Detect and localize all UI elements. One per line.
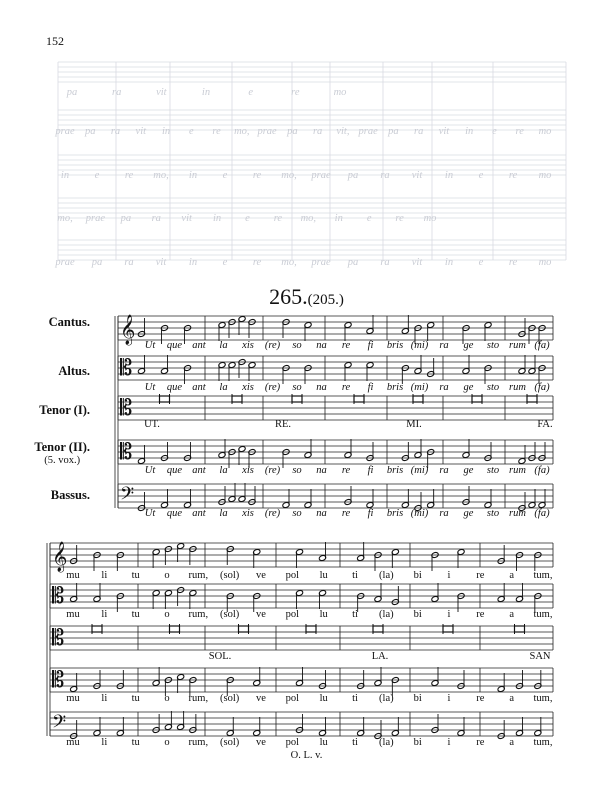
lyric-syllable: ve bbox=[256, 609, 266, 620]
ghost-syllable: mo, bbox=[234, 126, 250, 137]
lyric-syllable: ti bbox=[352, 737, 358, 748]
lyric-syllable: fi bbox=[367, 508, 374, 519]
lyric-syllable: bris bbox=[386, 340, 404, 351]
ghost-syllable: mo, bbox=[281, 257, 297, 268]
lyric-syllable: i bbox=[447, 693, 451, 704]
ghost-syllable: pa bbox=[85, 126, 96, 137]
lyric-syllable: (mi) bbox=[410, 340, 429, 351]
ghost-syllable: ra bbox=[111, 87, 122, 98]
s1-tenor1-breve bbox=[527, 396, 537, 402]
lyric-syllable: (sol) bbox=[220, 737, 240, 748]
c-clef-icon: 𝄡 bbox=[52, 625, 65, 650]
treble-clef-icon: 𝄞 bbox=[120, 315, 136, 344]
ghost-syllable: prae bbox=[55, 126, 75, 137]
lyric-syllable: li bbox=[101, 693, 108, 704]
ghost-syllable: ra bbox=[124, 257, 134, 268]
lyric-syllable: xis bbox=[242, 340, 254, 351]
lyric-syllable: li bbox=[101, 570, 108, 581]
lyric-syllable: sto bbox=[486, 340, 500, 351]
lyric-syllable: (la) bbox=[379, 737, 394, 748]
ghost-syllable: mo, bbox=[300, 213, 317, 224]
ghost-syllable: in bbox=[201, 87, 211, 98]
ghost-syllable: vit bbox=[135, 126, 147, 137]
lyric-syllable: na bbox=[316, 340, 327, 351]
ghost-syllable: e bbox=[222, 257, 228, 268]
ghost-syllable: prae bbox=[311, 170, 331, 181]
ghost-syllable: mo, bbox=[153, 170, 169, 181]
voice-name: Tenor (II). bbox=[34, 440, 90, 454]
lyric-syllable: sto bbox=[486, 382, 500, 393]
ghost-syllable: e bbox=[478, 257, 484, 268]
lyric-syllable: Ut bbox=[144, 508, 156, 519]
treble-clef-icon: 𝄞 bbox=[52, 542, 68, 571]
lyric-syllable: xis bbox=[242, 465, 254, 476]
ghost-syllable: vit bbox=[411, 257, 423, 268]
ghost-syllable: mo bbox=[538, 257, 552, 268]
voice-note: (5. vox.) bbox=[44, 455, 81, 466]
lyric-syllable: tum, bbox=[533, 693, 553, 704]
lyric-syllable: la bbox=[219, 465, 228, 476]
ghost-syllable: in bbox=[334, 213, 343, 224]
lyric-syllable: na bbox=[316, 508, 327, 519]
lyric-syllable: o bbox=[164, 609, 170, 620]
lyric-syllable: RE. bbox=[274, 419, 292, 430]
lyric-syllable: ti bbox=[352, 609, 358, 620]
ghost-syllable: mo bbox=[423, 213, 437, 224]
lyric-syllable: bi bbox=[413, 609, 422, 620]
lyric-syllable: bris bbox=[386, 465, 404, 476]
ghost-syllable: vit bbox=[181, 213, 192, 224]
lyric-syllable: a bbox=[509, 737, 514, 748]
lyric-syllable: LA. bbox=[371, 651, 389, 662]
lyric-syllable: ant bbox=[192, 340, 206, 351]
lyric-syllable: ra bbox=[439, 382, 449, 393]
ghost-syllable: mo bbox=[333, 87, 347, 98]
lyric-syllable: mu bbox=[66, 570, 80, 581]
ghost-syllable: re bbox=[124, 170, 134, 181]
lyric-syllable: ra bbox=[439, 340, 449, 351]
ghost-syllable: prae bbox=[311, 257, 331, 268]
ghost-syllable: in bbox=[161, 126, 171, 137]
ghost-syllable: re bbox=[291, 87, 300, 98]
ghost-syllable: re bbox=[508, 170, 518, 181]
lyric-syllable: tu bbox=[131, 737, 140, 748]
lyric-syllable: sto bbox=[486, 465, 500, 476]
lyric-syllable: li bbox=[101, 609, 108, 620]
lyric-syllable: bi bbox=[413, 737, 422, 748]
lyric-syllable: rum, bbox=[188, 570, 209, 581]
lyric-syllable: ti bbox=[352, 570, 358, 581]
ghost-syllable: in bbox=[60, 170, 70, 181]
lyric-syllable: ge bbox=[463, 382, 474, 393]
ghost-syllable: e bbox=[248, 87, 253, 98]
lyric-syllable: re bbox=[341, 508, 351, 519]
lyric-syllable: ge bbox=[463, 508, 474, 519]
ghost-syllable: vit bbox=[411, 170, 423, 181]
lyric-syllable: re bbox=[476, 570, 485, 581]
lyric-syllable: la bbox=[219, 382, 228, 393]
ghost-syllable: re bbox=[273, 213, 283, 224]
lyric-syllable: (fa) bbox=[534, 340, 550, 351]
ghost-syllable: prae bbox=[85, 213, 106, 224]
lyric-syllable: ti bbox=[352, 693, 358, 704]
c-clef-icon: 𝄡 bbox=[52, 667, 65, 692]
s2-tenor1-breve bbox=[306, 626, 316, 632]
lyric-syllable: so bbox=[292, 340, 302, 351]
lyric-syllable: lu bbox=[319, 609, 328, 620]
lyric-syllable: SOL. bbox=[208, 651, 232, 662]
ghost-syllable: ra bbox=[380, 257, 390, 268]
ghost-syllable: pa bbox=[91, 257, 103, 268]
s2-tenor1-breve bbox=[443, 626, 453, 632]
lyric-syllable: (re) bbox=[264, 382, 281, 393]
lyric-syllable: (mi) bbox=[410, 508, 429, 519]
s2-tenor1-breve bbox=[92, 626, 102, 632]
lyric-syllable: tum, bbox=[533, 737, 553, 748]
lyric-syllable: mu bbox=[66, 693, 80, 704]
lyric-syllable: (sol) bbox=[220, 609, 240, 620]
ghost-syllable: e bbox=[222, 170, 228, 181]
lyric-syllable: xis bbox=[242, 508, 254, 519]
lyric-syllable: bris bbox=[386, 508, 404, 519]
ghost-syllable: re bbox=[252, 257, 262, 268]
ghost-syllable: prae bbox=[55, 257, 75, 268]
ghost-syllable: vit, bbox=[336, 126, 350, 137]
piece-alt-number: (205.) bbox=[307, 292, 344, 308]
ghost-syllable: e bbox=[188, 126, 194, 137]
lyric-syllable: li bbox=[101, 737, 108, 748]
lyric-syllable: que bbox=[166, 465, 183, 476]
s2-tenor1-breve bbox=[515, 626, 525, 632]
lyric-syllable: a bbox=[509, 609, 514, 620]
lyric-syllable: que bbox=[166, 340, 183, 351]
lyric-syllable: i bbox=[447, 737, 451, 748]
lyric-syllable: so bbox=[292, 508, 302, 519]
voice-label-tenor-1: Tenor (I). bbox=[39, 403, 90, 417]
s1-tenor1-breve bbox=[160, 396, 170, 402]
lyric-syllable: (mi) bbox=[410, 382, 429, 393]
voice-label-bassus: Bassus. bbox=[50, 488, 90, 502]
bass-clef-icon: 𝄢 bbox=[120, 483, 135, 508]
ghost-syllable: vit bbox=[156, 87, 167, 98]
lyric-syllable: rum bbox=[509, 382, 526, 393]
ghost-syllable: ra bbox=[151, 213, 161, 224]
lyric-syllable: i bbox=[447, 609, 451, 620]
ghost-syllable: prae bbox=[358, 126, 378, 137]
ghost-syllable: vit bbox=[438, 126, 450, 137]
lyric-syllable: tu bbox=[131, 570, 140, 581]
lyric-syllable: Ut bbox=[144, 465, 156, 476]
voice-label-cantus: Cantus. bbox=[48, 315, 90, 329]
lyric-syllable: pol bbox=[285, 737, 300, 748]
ghost-syllable: in bbox=[188, 257, 198, 268]
lyric-syllable: xis bbox=[242, 382, 254, 393]
ghost-syllable: pa bbox=[66, 87, 78, 98]
ghost-syllable: e bbox=[94, 170, 100, 181]
lyric-syllable: SAN bbox=[529, 651, 551, 662]
s2-tenor1-breve bbox=[170, 626, 180, 632]
lyric-syllable: ant bbox=[192, 382, 206, 393]
lyric-syllable: re bbox=[341, 382, 351, 393]
lyric-syllable: tu bbox=[131, 609, 140, 620]
lyric-syllable: bi bbox=[413, 570, 422, 581]
lyric-syllable: (re) bbox=[264, 508, 281, 519]
ghost-syllable: re bbox=[252, 170, 262, 181]
ghost-syllable: in bbox=[444, 257, 454, 268]
lyric-syllable: Ut bbox=[144, 340, 156, 351]
c-clef-icon: 𝄡 bbox=[120, 355, 133, 380]
c-clef-icon: 𝄡 bbox=[120, 395, 133, 420]
lyric-syllable: ra bbox=[439, 465, 449, 476]
lyric-syllable: (mi) bbox=[410, 465, 429, 476]
s1-tenor1-breve bbox=[354, 396, 364, 402]
lyric-syllable: (fa) bbox=[534, 508, 550, 519]
lyric-syllable: re bbox=[341, 465, 351, 476]
lyric-syllable: o bbox=[164, 570, 170, 581]
lyric-syllable: (sol) bbox=[220, 570, 240, 581]
lyric-syllable: o bbox=[164, 737, 170, 748]
lyric-syllable: so bbox=[292, 382, 302, 393]
c-clef-icon: 𝄡 bbox=[120, 439, 133, 464]
lyric-syllable: UT. bbox=[144, 419, 160, 430]
lyric-syllable: tum, bbox=[533, 609, 553, 620]
lyric-syllable: tum, bbox=[533, 570, 553, 581]
bass-clef-icon: 𝄢 bbox=[52, 711, 67, 736]
lyric-syllable: re bbox=[476, 737, 485, 748]
lyric-syllable: (la) bbox=[379, 693, 394, 704]
lyric-syllable: la bbox=[219, 340, 228, 351]
lyric-syllable: rum bbox=[509, 508, 526, 519]
ghost-syllable: re bbox=[515, 126, 524, 137]
ghost-syllable: e bbox=[366, 213, 372, 224]
ghost-syllable: ra bbox=[414, 126, 424, 137]
ghost-syllable: in bbox=[465, 126, 474, 137]
lyric-syllable: bi bbox=[413, 693, 422, 704]
ghost-syllable: ra bbox=[110, 126, 121, 137]
lyric-syllable: la bbox=[219, 508, 228, 519]
footer-signature: O. L. v. bbox=[290, 750, 323, 761]
lyric-syllable: a bbox=[509, 693, 514, 704]
ghost-syllable: ra bbox=[380, 170, 390, 181]
lyric-syllable: rum, bbox=[188, 693, 209, 704]
lyric-syllable: lu bbox=[319, 693, 328, 704]
lyric-syllable: Ut bbox=[144, 382, 156, 393]
lyric-syllable: que bbox=[166, 508, 183, 519]
ghost-syllable: in bbox=[188, 170, 198, 181]
lyric-syllable: ve bbox=[256, 570, 266, 581]
lyric-syllable: FA. bbox=[537, 419, 553, 430]
lyric-syllable: (la) bbox=[379, 570, 394, 581]
lyric-syllable: ant bbox=[192, 465, 206, 476]
lyric-syllable: que bbox=[166, 382, 183, 393]
ghost-syllable: prae bbox=[257, 126, 277, 137]
s1-tenor1-breve bbox=[292, 396, 302, 402]
c-clef-icon: 𝄡 bbox=[52, 583, 65, 608]
lyric-syllable: rum bbox=[509, 340, 526, 351]
lyric-syllable: (re) bbox=[264, 340, 281, 351]
lyric-syllable: sto bbox=[486, 508, 500, 519]
lyric-syllable: (re) bbox=[264, 465, 281, 476]
lyric-syllable: ve bbox=[256, 737, 266, 748]
s2-tenor1-breve bbox=[239, 626, 249, 632]
lyric-syllable: mu bbox=[66, 737, 80, 748]
ghost-syllable: mo, bbox=[281, 170, 297, 181]
ghost-syllable: re bbox=[395, 213, 404, 224]
lyric-syllable: so bbox=[292, 465, 302, 476]
lyric-syllable: pol bbox=[285, 570, 300, 581]
ghost-syllable: e bbox=[492, 126, 497, 137]
ghost-syllable: mo bbox=[538, 170, 552, 181]
s1-tenor1-breve bbox=[232, 396, 242, 402]
lyric-syllable: rum, bbox=[188, 609, 209, 620]
lyric-syllable: ve bbox=[256, 693, 266, 704]
ghost-syllable: pa bbox=[120, 213, 132, 224]
lyric-syllable: tu bbox=[131, 693, 140, 704]
lyric-syllable: i bbox=[447, 570, 451, 581]
ghost-syllable: pa bbox=[347, 257, 359, 268]
lyric-syllable: MI. bbox=[406, 419, 422, 430]
lyric-syllable: fi bbox=[367, 382, 374, 393]
lyric-syllable: re bbox=[476, 693, 485, 704]
ghost-syllable: re bbox=[212, 126, 221, 137]
lyric-syllable: na bbox=[316, 382, 327, 393]
lyric-syllable: (la) bbox=[379, 609, 394, 620]
ghost-syllable: pa bbox=[347, 170, 359, 181]
lyric-syllable: o bbox=[164, 693, 170, 704]
lyric-syllable: ra bbox=[439, 508, 449, 519]
lyric-syllable: re bbox=[476, 609, 485, 620]
s1-tenor1-breve bbox=[472, 396, 482, 402]
lyric-syllable: (fa) bbox=[534, 465, 550, 476]
lyric-syllable: ge bbox=[463, 340, 474, 351]
ghost-syllable: re bbox=[508, 257, 518, 268]
ghost-syllable: mo, bbox=[57, 213, 73, 224]
lyric-syllable: ge bbox=[463, 465, 474, 476]
lyric-syllable: mu bbox=[66, 609, 80, 620]
lyric-syllable: pol bbox=[285, 609, 300, 620]
lyric-syllable: re bbox=[341, 340, 351, 351]
lyric-syllable: a bbox=[509, 570, 514, 581]
ghost-syllable: mo bbox=[538, 126, 552, 137]
lyric-syllable: fi bbox=[367, 465, 374, 476]
ghost-syllable: e bbox=[478, 170, 484, 181]
page-number: 152 bbox=[46, 34, 64, 48]
lyric-syllable: (sol) bbox=[220, 693, 240, 704]
ghost-syllable: in bbox=[212, 213, 222, 224]
ghost-syllable: ra bbox=[312, 126, 323, 137]
ghost-syllable: vit bbox=[155, 257, 167, 268]
lyric-syllable: rum bbox=[509, 465, 526, 476]
voice-label-altus: Altus. bbox=[58, 364, 90, 378]
ghost-syllable: pa bbox=[287, 126, 298, 137]
ghost-syllable: in bbox=[444, 170, 454, 181]
lyric-syllable: rum, bbox=[188, 737, 209, 748]
lyric-syllable: bris bbox=[386, 382, 404, 393]
lyric-syllable: (fa) bbox=[534, 382, 550, 393]
lyric-syllable: fi bbox=[367, 340, 374, 351]
lyric-syllable: pol bbox=[285, 693, 300, 704]
lyric-syllable: lu bbox=[319, 570, 328, 581]
s2-tenor1-breve bbox=[373, 626, 383, 632]
lyric-syllable: lu bbox=[319, 737, 328, 748]
lyric-syllable: na bbox=[316, 465, 327, 476]
ghost-syllable: e bbox=[245, 213, 250, 224]
ghost-syllable: pa bbox=[388, 126, 399, 137]
s1-tenor1-breve bbox=[413, 396, 423, 402]
lyric-syllable: ant bbox=[192, 508, 206, 519]
piece-number: 265. bbox=[269, 284, 308, 309]
